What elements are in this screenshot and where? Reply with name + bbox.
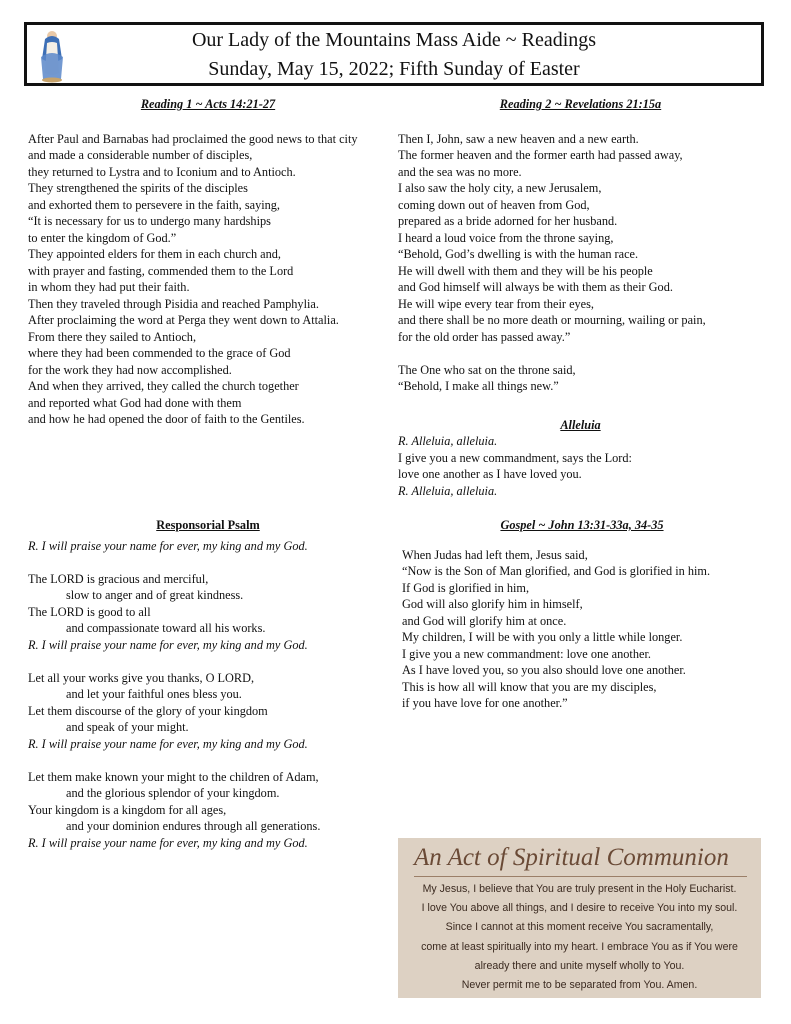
reading-2-line: He will dwell with them and they will be his people: [398, 263, 653, 278]
alleluia-verse: I give you a new commandment, says the Lord:: [398, 450, 632, 465]
psalm-line: and your dominion endures through all generations.: [66, 819, 321, 833]
psalm-response: R. I will praise your name for ever, my king and my God.: [28, 835, 308, 850]
gospel: [402, 517, 762, 712]
reading-2-line: Then I, John, saw a new heaven and a new earth.: [398, 131, 639, 146]
communion-prayer-line: I love You above all things, and I desire to receive You into my soul.: [421, 902, 738, 915]
reading-2-line: for the old order has passed away.”: [398, 329, 571, 344]
reading-2-line: and there shall be no more death or mourning, wailing or pain,: [398, 313, 706, 327]
responsorial-psalm: [28, 517, 388, 851]
psalm-line: and let your faithful ones bless you.: [66, 687, 242, 701]
psalm-line: Your kingdom is a kingdom for all ages,: [28, 802, 227, 817]
reading-1-line: where they had been commended to the grace of God: [28, 346, 291, 360]
gospel-line: As I have loved you, so you also should love one another.: [402, 663, 686, 677]
psalm-line: Let all your works give you thanks, O LORD,: [28, 670, 255, 685]
gospel-line: When Judas had left them, Jesus said,: [402, 547, 588, 562]
reading-1-line: and made a considerable number of disciples,: [28, 148, 253, 162]
reading-2-line: The One who sat on the throne said,: [398, 362, 576, 377]
communion-prayer-line: My Jesus, I believe that You are truly present in the Holy Eucharist.: [422, 883, 737, 895]
gospel-line: if you have love for one another.”: [402, 696, 568, 710]
reading-1-line: They strengthened the spirits of the disciples: [28, 181, 248, 195]
psalm-title: Responsorial Psalm: [156, 518, 260, 532]
reading-2: [398, 96, 763, 499]
psalm-response: R. I will praise your name for ever, my king and my God.: [28, 736, 308, 751]
header-title: Our Lady of the Mountains Mass Aide ~ Readings: [191, 29, 597, 51]
communion-prayer-line: already there and unite myself wholly to You.: [474, 959, 685, 972]
communion-card-prayer: [398, 880, 761, 995]
reading-1-line: After proclaiming the word at Perga they went down to Attalia.: [28, 313, 339, 327]
reading-2-line: He will wipe every tear from their eyes,: [398, 296, 594, 311]
gospel-title: Gospel ~ John 13:31-33a, 34-35: [500, 518, 664, 532]
gospel-line: God will also glorify him in himself,: [402, 597, 583, 611]
reading-1-line: and how he had opened the door of faith to the Gentiles.: [28, 412, 305, 426]
reading-1-title: Reading 1 ~ Acts 14:21-27: [140, 97, 276, 111]
communion-card-divider: [414, 876, 747, 877]
communion-prayer-line: Never permit me to be separated from You. Amen.: [461, 979, 698, 992]
psalm-line: The LORD is gracious and merciful,: [28, 571, 209, 586]
reading-1-line: Then they traveled through Pisidia and reached Pamphylia.: [28, 296, 319, 311]
reading-1-line: And when they arrived, they called the church together: [28, 379, 299, 393]
reading-1-line: “It is necessary for us to undergo many hardships: [28, 214, 271, 228]
gospel-line: This is how all will know that you are my disciples,: [402, 679, 657, 694]
reading-2-line: I also saw the holy city, a new Jerusalem,: [398, 181, 602, 195]
reading-2-title: Reading 2 ~ Revelations 21:15a: [499, 97, 662, 111]
psalm-line: and the glorious splendor of your kingdom.: [66, 786, 280, 800]
gospel-line: If God is glorified in him,: [402, 580, 530, 595]
reading-2-line: “Behold, I make all things new.”: [398, 379, 559, 393]
psalm-line: Let them discourse of the glory of your kingdom: [28, 703, 268, 718]
reading-1-line: in whom they had put their faith.: [28, 280, 190, 294]
psalm-line: and speak of your might.: [66, 720, 189, 734]
reading-1-line: to enter the kingdom of God.”: [28, 230, 177, 245]
communion-card-title: An Act of Spiritual Communion: [414, 844, 729, 871]
reading-2-line: and God himself will always be with them as their God.: [398, 280, 673, 294]
reading-1: [28, 96, 388, 428]
psalm-line: and compassionate toward all his works.: [66, 621, 266, 635]
alleluia-response: R. Alleluia, alleluia.: [398, 483, 498, 498]
reading-2-line: I heard a loud voice from the throne saying,: [398, 230, 614, 245]
reading-2-line: and the sea was no more.: [398, 164, 522, 179]
gospel-line: My children, I will be with you only a little while longer.: [402, 630, 683, 644]
psalm-line: The LORD is good to all: [28, 604, 151, 619]
spiritual-communion-card: [398, 838, 761, 998]
reading-2-line: “Behold, God’s dwelling is with the human race.: [398, 247, 639, 261]
header-date: Sunday, May 15, 2022; Fifth Sunday of Easter: [208, 58, 580, 80]
reading-2-line: The former heaven and the former earth had passed away,: [398, 148, 683, 162]
gospel-line: “Now is the Son of Man glorified, and God is glorified in him.: [402, 564, 711, 578]
communion-prayer-line: Since I cannot at this moment receive You sacramentally,: [445, 921, 714, 934]
gospel-line: I give you a new commandment: love one another.: [402, 646, 651, 661]
psalm-line: slow to anger and of great kindness.: [66, 588, 244, 602]
reading-1-line: with prayer and fasting, commended them to the Lord: [28, 263, 294, 278]
reading-1-line: From there they sailed to Antioch,: [28, 329, 197, 344]
psalm-response: R. I will praise your name for ever, my king and my God.: [28, 637, 308, 652]
gospel-line: and God will glorify him at once.: [402, 613, 567, 628]
reading-1-line: and reported what God had done with them: [28, 395, 242, 410]
reading-1-line: and exhorted them to persevere in the faith, saying,: [28, 197, 281, 212]
reading-2-line: coming down out of heaven from God,: [398, 197, 590, 212]
reading-2-line: prepared as a bride adorned for her husband.: [398, 214, 618, 228]
page-header: [24, 22, 764, 86]
reading-1-line: they returned to Lystra and to Iconium and to Antioch.: [28, 164, 296, 179]
alleluia-title: Alleluia: [560, 417, 601, 432]
communion-prayer-line: come at least spiritually into my heart. I embrace You as if You were: [421, 940, 738, 953]
reading-1-line: for the work they had now accomplished.: [28, 362, 232, 377]
alleluia-verse: love one another as I have loved you.: [398, 467, 582, 481]
reading-1-line: After Paul and Barnabas had proclaimed the good news to that city: [28, 131, 358, 146]
reading-1-line: They appointed elders for them in each church and,: [28, 247, 282, 261]
psalm-line: Let them make known your might to the children of Adam,: [28, 769, 319, 784]
psalm-response: R. I will praise your name for ever, my king and my God.: [28, 538, 308, 553]
alleluia-response: R. Alleluia, alleluia.: [398, 434, 498, 448]
